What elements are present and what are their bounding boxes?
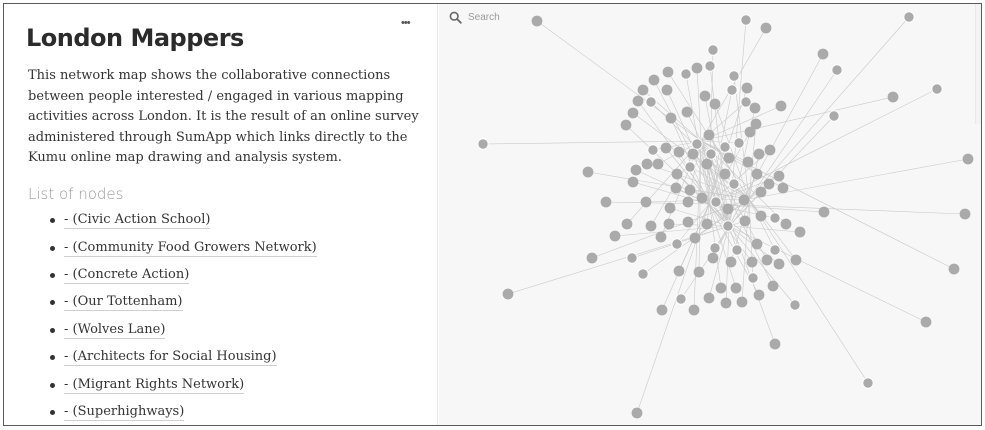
network-node[interactable] xyxy=(710,99,721,110)
map-description: This network map shows the collaborative connections between people interested / engaged in various mapping activities across London. It is the result of an online survey administered through SumApp which links directly to the Kumu online map drawing and analysis system. xyxy=(28,68,419,165)
network-node[interactable] xyxy=(791,255,802,266)
bullet-icon xyxy=(50,246,55,251)
network-node[interactable] xyxy=(657,305,668,316)
person-node-avatar[interactable] xyxy=(646,97,656,107)
map-side-toolbar[interactable] xyxy=(975,4,981,124)
person-node-avatar[interactable] xyxy=(685,162,695,172)
person-node-avatar[interactable] xyxy=(932,84,942,94)
person-node-avatar[interactable] xyxy=(770,213,780,223)
person-node-avatar[interactable] xyxy=(708,45,718,55)
network-node[interactable] xyxy=(674,266,685,277)
network-node[interactable] xyxy=(737,297,748,308)
network-node[interactable] xyxy=(888,92,899,103)
search-input[interactable] xyxy=(468,12,588,23)
node-link-superhighways[interactable]: - (Superhighways) xyxy=(64,403,185,419)
network-node[interactable] xyxy=(587,253,598,264)
network-node[interactable] xyxy=(949,264,960,275)
network-node[interactable] xyxy=(661,143,672,154)
more-dots-icon[interactable]: ••• xyxy=(401,17,410,29)
person-node-avatar[interactable] xyxy=(729,71,739,81)
person-node-avatar[interactable] xyxy=(710,243,720,253)
node-link-migrant-rights-network[interactable]: - (Migrant Rights Network) xyxy=(64,376,245,392)
network-node[interactable] xyxy=(662,85,673,96)
person-node-avatar[interactable] xyxy=(478,139,488,149)
network-node[interactable] xyxy=(685,185,696,196)
network-node[interactable] xyxy=(632,408,643,419)
network-edge xyxy=(749,70,837,199)
network-edge xyxy=(749,199,868,383)
network-edge xyxy=(606,202,709,204)
person-node-avatar[interactable] xyxy=(638,269,648,279)
network-node[interactable] xyxy=(720,169,731,180)
network-node[interactable] xyxy=(742,83,753,94)
network-node[interactable] xyxy=(750,103,761,114)
network-node[interactable] xyxy=(752,169,763,180)
network-node[interactable] xyxy=(960,209,971,220)
edges xyxy=(483,17,968,413)
network-node[interactable] xyxy=(778,183,789,194)
network-node[interactable] xyxy=(770,339,781,350)
network-node[interactable] xyxy=(638,85,649,96)
network-node[interactable] xyxy=(674,147,685,158)
page-title: London Mappers xyxy=(26,24,244,52)
network-node[interactable] xyxy=(756,187,767,198)
network-node[interactable] xyxy=(610,231,621,242)
network-node[interactable] xyxy=(646,221,657,232)
network-node[interactable] xyxy=(762,255,773,266)
person-node-avatar[interactable] xyxy=(790,300,800,310)
network-node[interactable] xyxy=(704,130,715,141)
network-node[interactable] xyxy=(601,197,612,208)
bullet-icon xyxy=(50,273,55,278)
network-node[interactable] xyxy=(683,217,694,228)
node-link-wolves-lane[interactable]: - (Wolves Lane) xyxy=(64,321,166,337)
network-node[interactable] xyxy=(631,165,642,176)
person-node-avatar[interactable] xyxy=(741,15,751,25)
network-node[interactable] xyxy=(764,179,775,190)
bullet-icon xyxy=(50,300,55,305)
person-node-avatar[interactable] xyxy=(863,378,873,388)
person-node-avatar[interactable] xyxy=(732,245,742,255)
network-node[interactable] xyxy=(752,239,763,250)
bullet-icon xyxy=(50,410,55,415)
node-link-concrete-action[interactable]: - (Concrete Action) xyxy=(64,266,190,282)
network-node[interactable] xyxy=(690,233,701,244)
network-node[interactable] xyxy=(743,157,754,168)
network-node[interactable] xyxy=(656,232,667,243)
node-link-civic-action-school[interactable]: - (Civic Action School) xyxy=(64,212,211,228)
network-map[interactable] xyxy=(439,4,981,425)
person-node-avatar[interactable] xyxy=(734,138,744,148)
node-link-community-food-growers-network[interactable]: - (Community Food Growers Network) xyxy=(64,239,317,255)
person-node-avatar[interactable] xyxy=(748,273,758,283)
person-node-avatar[interactable] xyxy=(711,197,721,207)
search-box xyxy=(449,9,588,25)
list-item xyxy=(50,399,317,425)
network-node[interactable] xyxy=(726,257,737,268)
network-node[interactable] xyxy=(795,227,806,238)
network-node[interactable] xyxy=(774,171,785,182)
list-item xyxy=(50,234,317,261)
node-list xyxy=(50,207,317,425)
network-node[interactable] xyxy=(739,195,750,206)
app-frame xyxy=(3,3,982,426)
network-node[interactable] xyxy=(819,207,830,218)
person-node-avatar[interactable] xyxy=(692,139,702,149)
network-node[interactable] xyxy=(776,101,787,112)
network-node[interactable] xyxy=(653,159,664,170)
network-node[interactable] xyxy=(768,281,779,292)
person-node-avatar[interactable] xyxy=(904,12,914,22)
network-node[interactable] xyxy=(628,177,639,188)
network-node[interactable] xyxy=(921,317,932,328)
network-node[interactable] xyxy=(671,183,682,194)
list-item xyxy=(50,371,317,398)
node-link-architects-for-social-housing[interactable]: - (Architects for Social Housing) xyxy=(64,349,277,365)
network-edge xyxy=(697,68,701,141)
network-node[interactable] xyxy=(781,219,792,230)
network-node[interactable] xyxy=(583,167,594,178)
network-node[interactable] xyxy=(682,107,693,118)
network-node[interactable] xyxy=(747,257,758,268)
network-edge xyxy=(742,199,749,302)
info-panel xyxy=(4,4,438,425)
network-node[interactable] xyxy=(642,159,653,170)
network-node[interactable] xyxy=(689,305,700,316)
network-node[interactable] xyxy=(723,204,734,215)
list-heading: List of nodes xyxy=(28,185,124,203)
person-node-avatar[interactable] xyxy=(729,179,739,189)
network-node[interactable] xyxy=(756,211,767,222)
bullet-icon xyxy=(50,218,55,223)
node-link-our-tottenham[interactable]: - (Our Tottenham) xyxy=(64,294,183,310)
network-node[interactable] xyxy=(724,153,735,164)
network-node[interactable] xyxy=(622,219,633,230)
bullet-icon xyxy=(50,355,55,360)
person-node-avatar[interactable] xyxy=(648,145,658,155)
network-node[interactable] xyxy=(700,91,711,102)
network-edge xyxy=(701,97,893,141)
network-node[interactable] xyxy=(633,96,644,107)
network-node[interactable] xyxy=(704,293,715,304)
network-node[interactable] xyxy=(697,193,708,204)
network-node[interactable] xyxy=(641,197,652,208)
bullet-icon xyxy=(50,383,55,388)
person-node-avatar[interactable] xyxy=(627,253,637,263)
network-node[interactable] xyxy=(731,283,742,294)
network-node[interactable] xyxy=(692,63,703,74)
network-node[interactable] xyxy=(628,108,639,119)
network-node[interactable] xyxy=(672,169,683,180)
person-node-avatar[interactable] xyxy=(832,65,842,75)
network-node[interactable] xyxy=(774,259,785,270)
network-edge xyxy=(701,141,739,143)
network-node[interactable] xyxy=(754,290,765,301)
network-node[interactable] xyxy=(503,289,514,300)
search-icon xyxy=(449,11,462,24)
person-node-avatar[interactable] xyxy=(720,142,730,152)
network-node[interactable] xyxy=(745,127,756,138)
network-node[interactable] xyxy=(702,159,713,170)
person-node-avatar[interactable] xyxy=(705,61,715,71)
network-node[interactable] xyxy=(963,154,974,165)
network-node[interactable] xyxy=(664,219,675,230)
person-node-avatar[interactable] xyxy=(706,149,716,159)
person-node-avatar[interactable] xyxy=(829,111,839,121)
network-node[interactable] xyxy=(740,216,751,227)
network-node[interactable] xyxy=(649,75,660,86)
bullet-icon xyxy=(50,328,55,333)
list-item xyxy=(50,207,317,234)
network-graph[interactable] xyxy=(439,4,982,426)
network-node[interactable] xyxy=(708,253,719,264)
network-node[interactable] xyxy=(721,298,732,309)
network-node[interactable] xyxy=(665,203,676,214)
network-node[interactable] xyxy=(761,23,772,34)
network-node[interactable] xyxy=(688,149,699,160)
list-item xyxy=(50,344,317,371)
list-item xyxy=(50,262,317,289)
network-node[interactable] xyxy=(694,267,705,278)
network-node[interactable] xyxy=(621,120,632,131)
person-node-avatar[interactable] xyxy=(741,97,751,107)
network-node[interactable] xyxy=(754,149,765,160)
list-item xyxy=(50,317,317,344)
network-node[interactable] xyxy=(663,67,674,78)
person-node-avatar[interactable] xyxy=(723,221,733,231)
person-node-avatar[interactable] xyxy=(727,85,737,95)
list-item xyxy=(50,289,317,316)
person-node-avatar[interactable] xyxy=(681,69,691,79)
person-node-avatar[interactable] xyxy=(676,294,686,304)
person-node-avatar[interactable] xyxy=(672,239,682,249)
network-node[interactable] xyxy=(765,145,776,156)
person-node-avatar[interactable] xyxy=(770,245,780,255)
network-node[interactable] xyxy=(666,113,677,124)
network-node[interactable] xyxy=(818,49,829,60)
network-node[interactable] xyxy=(702,219,713,230)
network-node[interactable] xyxy=(716,283,727,294)
network-node[interactable] xyxy=(683,197,694,208)
